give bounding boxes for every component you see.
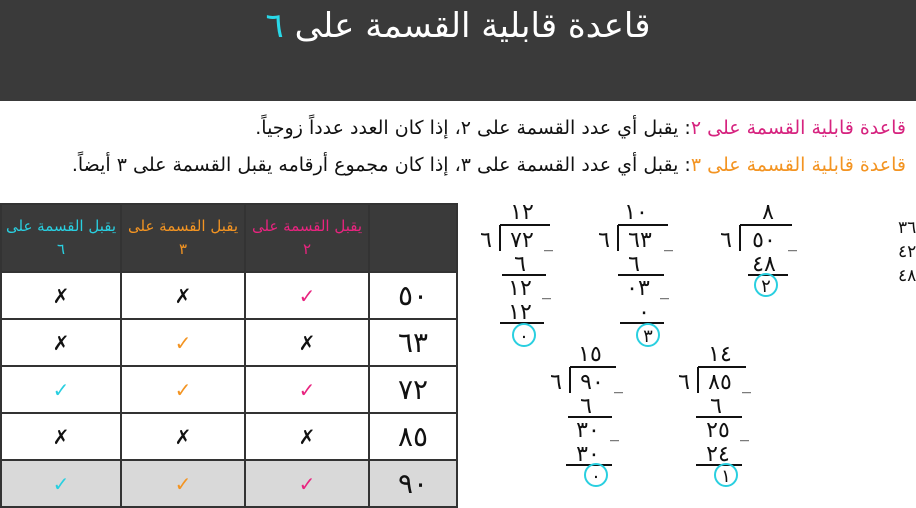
minus-sign: _ <box>542 279 551 300</box>
minus-sign: _ <box>610 421 619 442</box>
cross-mark: ✗ <box>1 413 121 460</box>
dividend: ٥٠ <box>752 228 776 253</box>
multiplication-fact: ٤٢ <box>898 242 916 262</box>
check-mark: ✓ <box>121 366 245 413</box>
header-div3: يقبل القسمة على ٣ <box>121 204 245 272</box>
quotient: ١٥ <box>578 342 602 367</box>
row-number: ٦٣ <box>369 319 457 366</box>
quotient: ١٤ <box>708 342 732 367</box>
multiplication-fact: ٤٨ <box>898 266 916 286</box>
remainder: ٢ <box>761 276 771 297</box>
division-72 <box>480 200 553 347</box>
divisor: ٦ <box>678 370 690 395</box>
remainder: ٠ <box>519 326 529 347</box>
header-number <box>369 204 457 272</box>
check-mark: ✓ <box>1 460 121 507</box>
table-row <box>1 413 457 460</box>
step: ٦ <box>710 394 722 419</box>
step: ٣٠ <box>576 418 600 443</box>
table-row <box>1 366 457 413</box>
step: ٣٠ <box>576 442 600 467</box>
long-division-work <box>458 195 916 507</box>
division-50 <box>720 200 797 297</box>
cross-mark: ✗ <box>245 413 369 460</box>
minus-sign: _ <box>614 373 623 394</box>
remainder: ٣ <box>643 326 653 347</box>
quotient: ١٠ <box>624 200 648 225</box>
check-mark: ✓ <box>245 460 369 507</box>
row-number: ٩٠ <box>369 460 457 507</box>
step: ١٢ <box>508 276 532 301</box>
cross-mark: ✗ <box>245 319 369 366</box>
minus-sign: _ <box>660 279 669 300</box>
quotient: ٨ <box>762 200 774 225</box>
rule-divisible-by-3 <box>72 154 906 176</box>
row-number: ٨٥ <box>369 413 457 460</box>
row-number: ٥٠ <box>369 272 457 319</box>
product: ٤٨ <box>752 252 776 277</box>
cross-mark: ✗ <box>1 272 121 319</box>
cross-mark: ✗ <box>121 272 245 319</box>
step: ٦ <box>580 394 592 419</box>
divisor: ٦ <box>598 228 610 253</box>
rule-3-text: : يقبل أي عدد القسمة على ٣، إذا كان مجموع أرقامه يقبل القسمة على ٣ أيضاً. <box>71 154 691 176</box>
dividend: ٧٢ <box>510 228 534 253</box>
dividend: ٩٠ <box>580 370 604 395</box>
dividend: ٨٥ <box>708 370 732 395</box>
check-mark: ✓ <box>245 272 369 319</box>
table-row <box>1 460 457 507</box>
table-row <box>1 272 457 319</box>
dividend: ٦٣ <box>628 228 652 253</box>
step: ٠٣ <box>626 276 650 301</box>
header-bar <box>0 0 916 101</box>
rule-divisible-by-2 <box>255 117 906 139</box>
rule-2-text: : يقبل أي عدد القسمة على ٢، إذا كان العدد عدداً زوجياً. <box>255 117 691 139</box>
divisor: ٦ <box>550 370 562 395</box>
quotient: ١٢ <box>510 200 534 225</box>
cross-mark: ✗ <box>121 413 245 460</box>
division-63 <box>598 200 673 347</box>
rule-3-label: قاعدة قابلية القسمة على ٣ <box>690 154 906 176</box>
divisibility-table <box>0 203 458 508</box>
title-text: قاعدة قابلية القسمة على <box>294 6 651 46</box>
divisor: ٦ <box>480 228 492 253</box>
table-row <box>1 319 457 366</box>
check-mark: ✓ <box>245 366 369 413</box>
minus-sign: _ <box>740 421 749 442</box>
division-90 <box>550 342 623 487</box>
check-mark: ✓ <box>121 460 245 507</box>
cross-mark: ✗ <box>1 319 121 366</box>
header-div2: يقبل القسمة على ٢ <box>245 204 369 272</box>
header-div6: يقبل القسمة على ٦ <box>1 204 121 272</box>
divisor: ٦ <box>720 228 732 253</box>
minus-sign: _ <box>544 231 553 252</box>
minus-sign: _ <box>742 373 751 394</box>
step: ٢٥ <box>706 418 730 443</box>
table-header-row <box>1 204 457 272</box>
step: ٠ <box>638 300 650 325</box>
remainder: ٠ <box>591 466 601 487</box>
division-85 <box>678 342 751 487</box>
step: ٦ <box>514 252 526 277</box>
step: ١٢ <box>508 300 532 325</box>
step: ٦ <box>628 252 640 277</box>
remainder: ١ <box>721 466 731 487</box>
page-title <box>266 6 651 46</box>
row-number: ٧٢ <box>369 366 457 413</box>
minus-sign: _ <box>788 231 797 252</box>
multiplication-fact: ٣٦ <box>898 218 916 238</box>
check-mark: ✓ <box>1 366 121 413</box>
title-number: ٦ <box>265 6 284 46</box>
minus-sign: _ <box>664 231 673 252</box>
rule-2-label: قاعدة قابلية القسمة على ٢ <box>690 117 906 139</box>
step: ٢٤ <box>706 442 730 467</box>
check-mark: ✓ <box>121 319 245 366</box>
